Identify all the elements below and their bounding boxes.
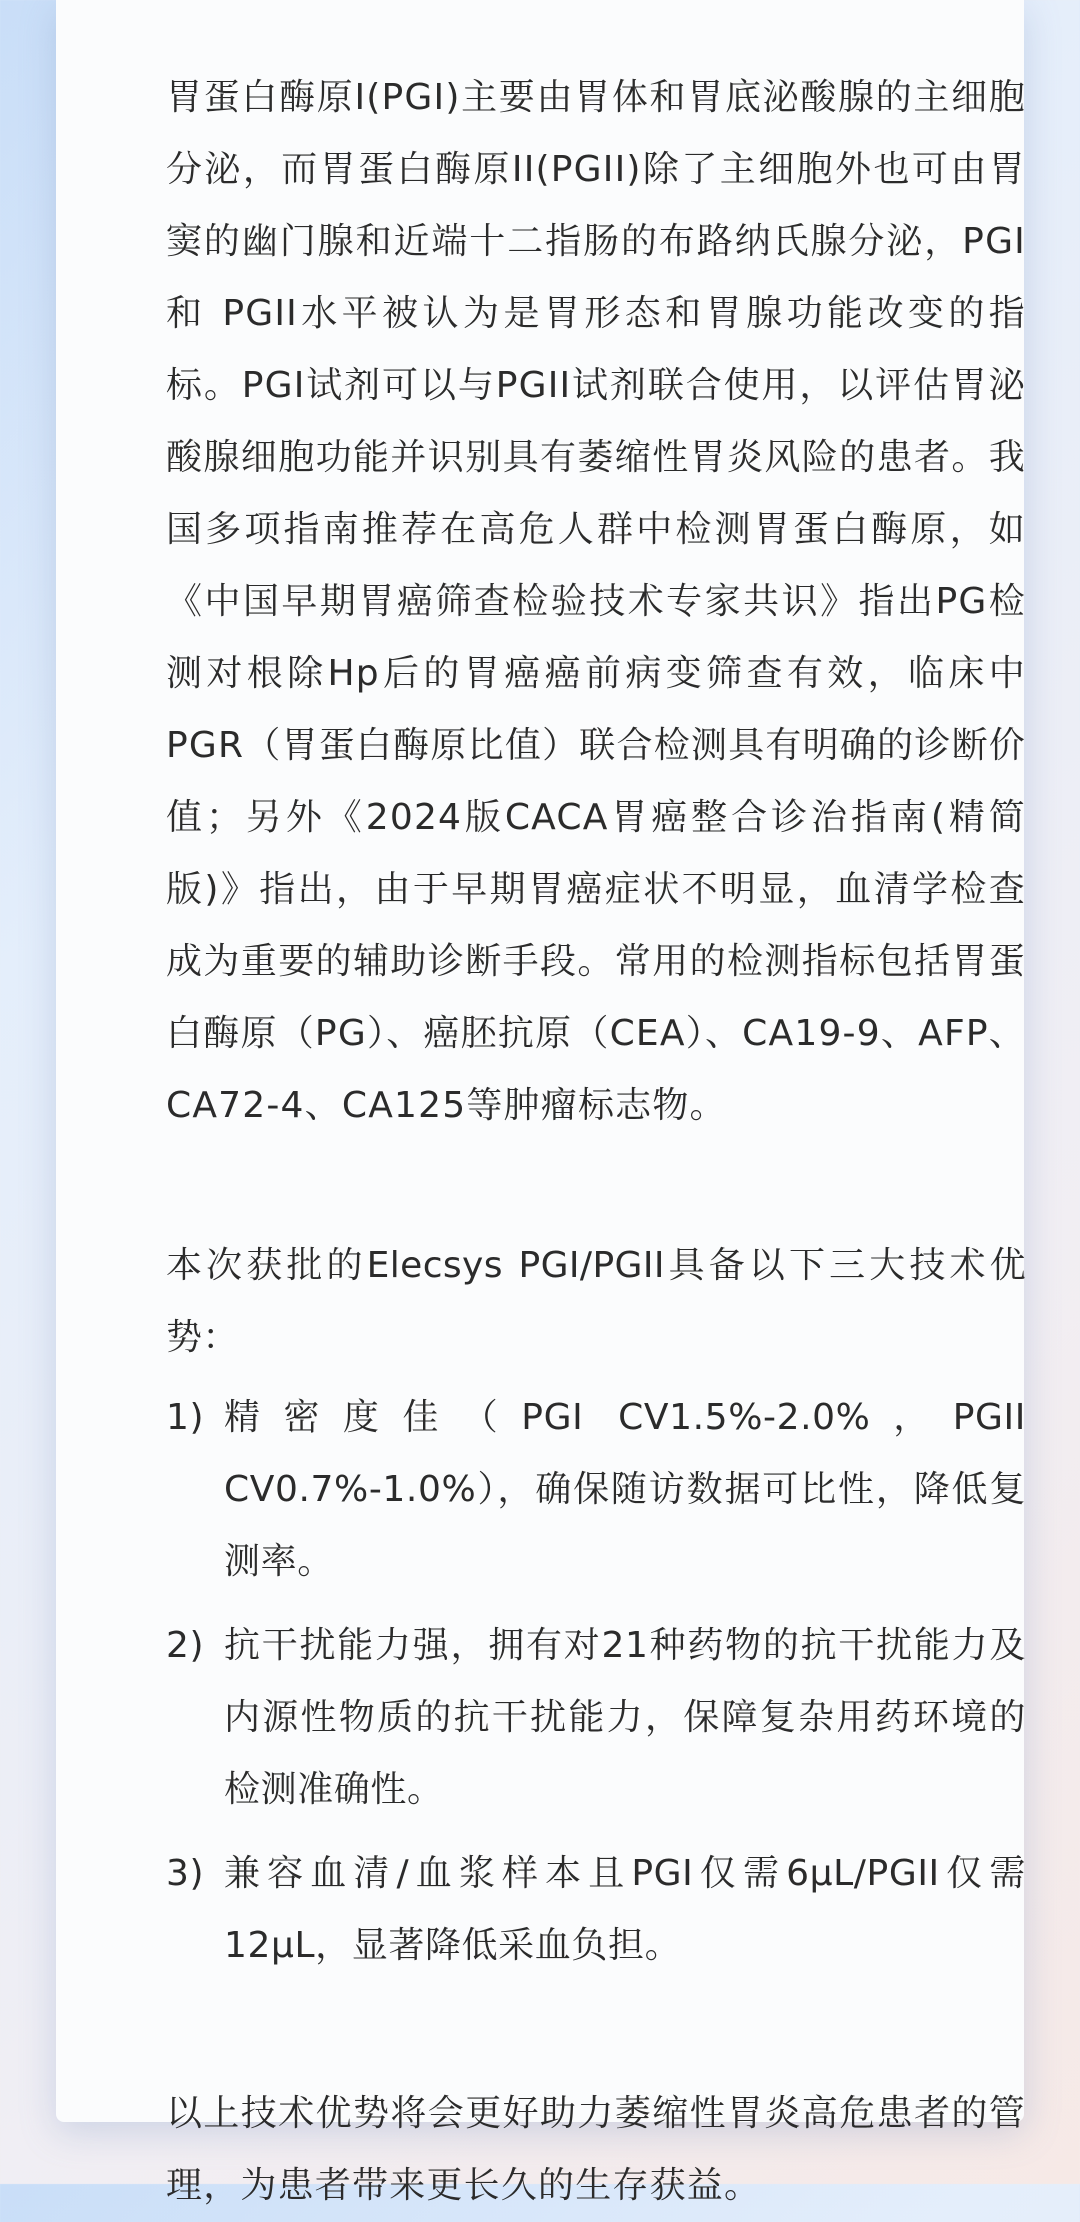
list-item-number: 3) [166,1853,205,1894]
closing-paragraph: 以上技术优势将会更好助力萎缩性胃炎高危患者的管理，为患者带来更长久的生存获益。 [166,2093,1026,2206]
list-item [166,1382,1026,1598]
list-item-text: 抗干扰能力强，拥有对21种药物的抗干扰能力及内源性物质的抗干扰能力，保障复杂用药环境的检测准确性。 [224,1625,1026,1810]
article-body [166,62,1026,2222]
advantages-list [166,1382,1026,1982]
list-item-text: 兼容血清/血浆样本且PGI仅需6μL/PGII仅需12μL，显著降低采血负担。 [224,1853,1026,1966]
advantages-intro: 本次获批的Elecsys PGI/PGII具备以下三大技术优势： [166,1245,1026,1358]
article-card [56,0,1026,2206]
list-item-number: 1) [166,1397,205,1438]
paragraph-pg-background: 胃蛋白酶原I(PGI)主要由胃体和胃底泌酸腺的主细胞分泌，而胃蛋白酶原II(PGII)除了主细胞外也可由胃窦的幽门腺和近端十二指肠的布路纳氏腺分泌，PGI和 PGII水平被认为是胃形态和胃腺功能改变的指标。PGI试剂可以与PGII试剂联合使用，以评估胃泌酸腺细胞功能并识别具有萎缩性胃炎风险的患者。我国多项指南推荐在高危人群中检测胃蛋白酶原，如《中国早期胃癌筛查检验技术专家共识》指出PG检测对根除Hp后的胃癌癌前病变筛查有效，临床中PGR（胃蛋白酶原比值）联合检测具有明确的诊断价值；另外《2024版CACA胃癌整合诊治指南(精简版)》指出，由于早期胃癌症状不明显，血清学检查成为重要的辅助诊断手段。常用的检测指标包括胃蛋白酶原（PG）、癌胚抗原（CEA）、CA19-9、AFP、CA72-4、CA125等肿瘤标志物。 [166,77,1026,1126]
list-item-text: 精密度佳（PGI CV1.5%-2.0%，PGII CV0.7%-1.0%），确保随访数据可比性，降低复测率。 [224,1397,1026,1582]
list-item [166,1838,1026,1982]
list-item [166,1610,1026,1826]
list-item-number: 2) [166,1625,205,1666]
